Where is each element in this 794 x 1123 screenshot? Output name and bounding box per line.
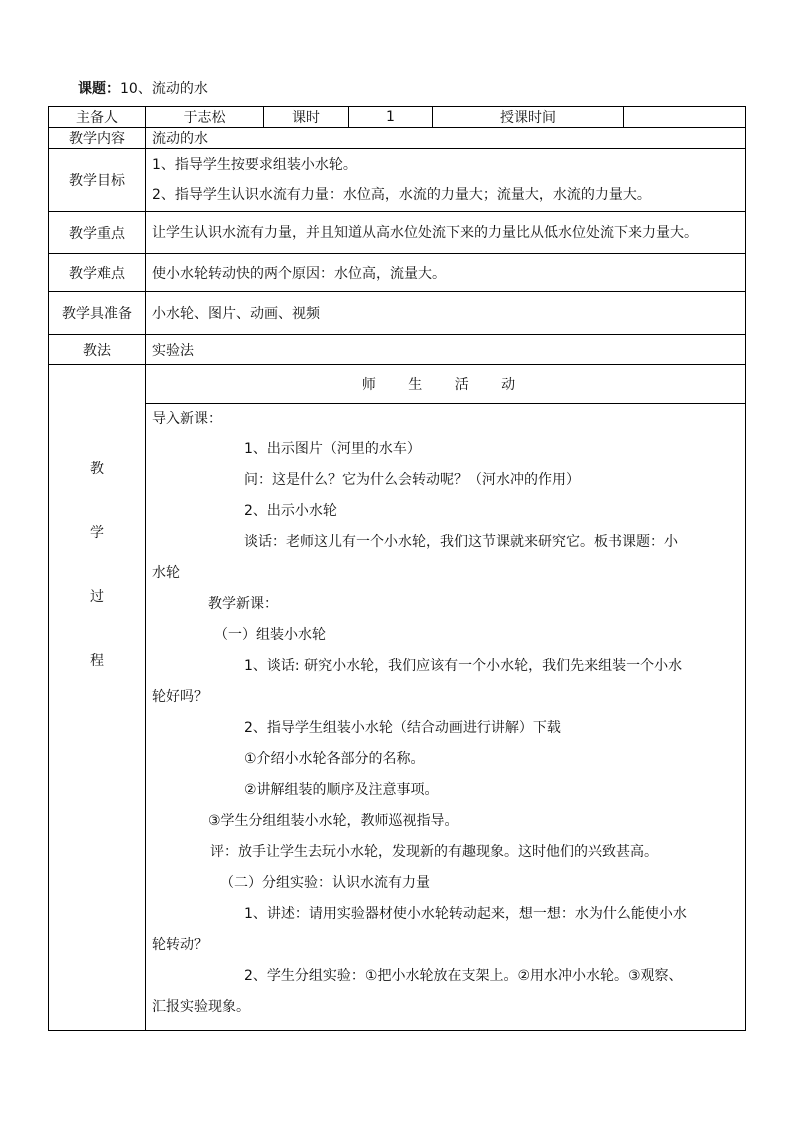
process-line: 1、谈话: 研究小水轮，我们应该有一个小水轮，我们先来组装一个小水	[244, 658, 683, 674]
process-line: 轮好吗？	[152, 689, 208, 705]
goal-item: 1、指导学生按要求组装小水轮。	[152, 157, 357, 173]
difficulty-row	[49, 254, 746, 292]
period-value: 1	[349, 107, 433, 128]
key-row	[49, 212, 746, 254]
header-row	[49, 107, 746, 128]
method-row	[49, 335, 746, 365]
process-char: 过	[90, 589, 104, 605]
difficulty-label: 教学难点	[49, 254, 146, 292]
method-label: 教法	[49, 335, 146, 365]
process-line: 谈话：老师这儿有一个小水轮，我们这节课就来研究它。板书课题：小	[244, 534, 678, 550]
lesson-plan-table	[48, 106, 746, 1031]
tools-label: 教学具准备	[49, 292, 146, 335]
goals-label: 教学目标	[49, 149, 146, 212]
process-content	[146, 404, 746, 1031]
preparer-value: 于志松	[146, 107, 264, 128]
difficulty-value: 使小水轮转动快的两个原因：水位高，流量大。	[146, 254, 746, 292]
process-line: 2、学生分组实验：①把小水轮放在支架上。②用水冲小水轮。③观察、	[244, 968, 683, 984]
process-row	[49, 404, 746, 1031]
lesson-title-label: 课题：	[78, 81, 120, 97]
process-line: （二）分组实验：认识水流有力量	[220, 875, 430, 891]
process-line: 教学新课：	[208, 596, 278, 612]
method-value: 实验法	[146, 335, 746, 365]
process-line: ①介绍小水轮各部分的名称。	[244, 751, 425, 767]
key-value: 让学生认识水流有力量，并且知道从高水位处流下来的力量比从低水位处流下来力量大。	[146, 212, 746, 254]
content-value: 流动的水	[146, 128, 746, 149]
process-line: 问：这是什么？它为什么会转动呢？（河水冲的作用）	[244, 472, 580, 488]
tools-row	[49, 292, 746, 335]
time-label: 授课时间	[433, 107, 624, 128]
activity-title: 师 生 活 动	[146, 365, 746, 404]
process-line: 评：放手让学生去玩小水轮，发现新的有趣现象。这时他们的兴致甚高。	[210, 844, 658, 860]
content-row	[49, 128, 746, 149]
activity-title-row	[49, 365, 746, 404]
process-line: 1、讲述：请用实验器材使小水轮转动起来，想一想：水为什么能使小水	[244, 906, 687, 922]
goal-item: 2、指导学生认识水流有力量：水位高，水流的力量大；流量大，水流的力量大。	[152, 187, 651, 203]
process-line: ②讲解组装的顺序及注意事项。	[244, 782, 439, 798]
process-char: 学	[90, 525, 104, 541]
goals-row	[49, 149, 746, 212]
process-side-label	[49, 365, 146, 1031]
content-label: 教学内容	[49, 128, 146, 149]
process-char: 程	[90, 653, 104, 669]
goals-cell	[146, 149, 746, 212]
lesson-title-text: 10、流动的水	[120, 81, 208, 97]
process-char: 教	[90, 461, 104, 477]
process-line: 1、出示图片（河里的水车）	[244, 441, 421, 457]
process-line: ③学生分组组装小水轮，教师巡视指导。	[208, 813, 459, 829]
period-label: 课时	[264, 107, 349, 128]
process-line: 2、指导学生组装小水轮（结合动画进行讲解）下载	[244, 720, 561, 736]
tools-value: 小水轮、图片、动画、视频	[146, 292, 746, 335]
process-line: 导入新课：	[152, 411, 222, 427]
process-line: （一）组装小水轮	[214, 627, 326, 643]
time-value	[624, 107, 746, 128]
process-line: 轮转动？	[152, 937, 208, 953]
key-label: 教学重点	[49, 212, 146, 254]
lesson-title	[78, 80, 208, 98]
process-line: 汇报实验现象。	[152, 999, 250, 1015]
preparer-label: 主备人	[49, 107, 146, 128]
process-line: 水轮	[152, 565, 180, 581]
process-line: 2、出示小水轮	[244, 503, 337, 519]
